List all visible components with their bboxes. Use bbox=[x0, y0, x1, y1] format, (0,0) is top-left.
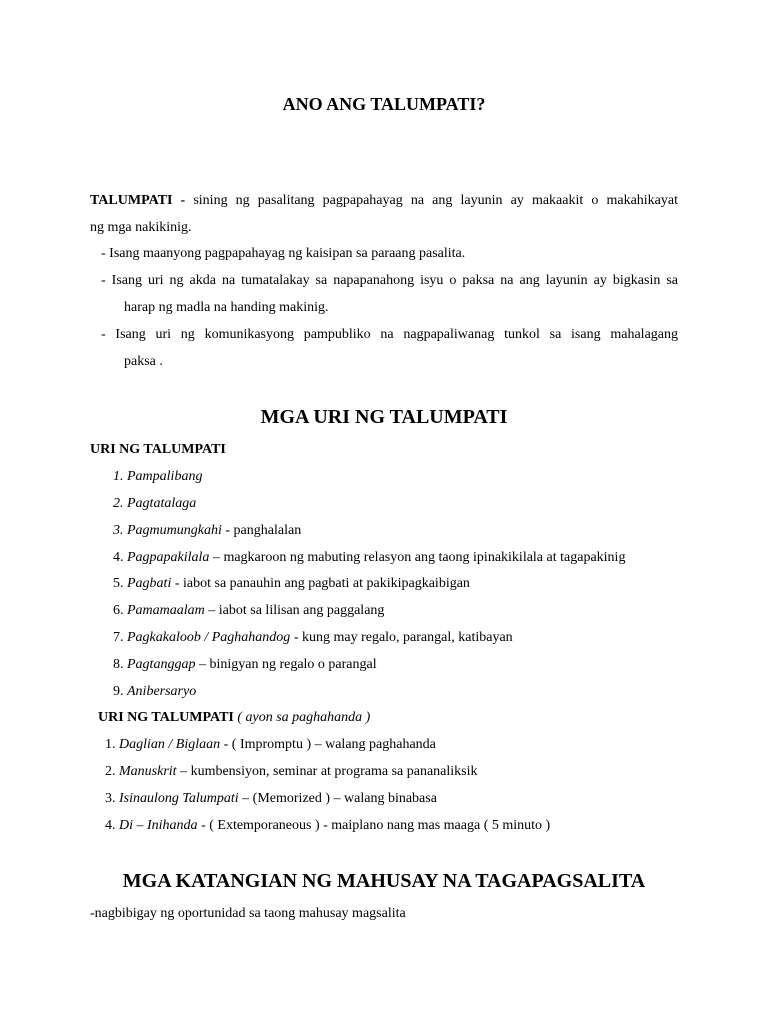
list-item: 7. Pagkakaloob / Paghahandog - kung may regalo, parangal, katibayan bbox=[113, 630, 513, 645]
bullet-2: - Isang uri ng akda na tumatalakay sa napapanahong isyu o paksa na ang layunin ay bigkasin sa bbox=[101, 273, 678, 288]
bullet-2-cont: harap ng madla na handing makinig. bbox=[124, 300, 329, 315]
definition-text: sining ng pasalitang pagpapahayag na ang layunin ay makaakit o makahikayat bbox=[193, 193, 679, 208]
list-item: 9. Anibersaryo bbox=[113, 684, 197, 699]
subheading-uri: URI NG TALUMPATI bbox=[90, 442, 226, 457]
katangian-line-1: -nagbibigay ng oportunidad sa taong mahusay magsalita bbox=[90, 906, 406, 921]
bullet-3: - Isang uri ng komunikasyong pampubliko na nagpapaliwanag tunkol sa isang mahalagang bbox=[101, 327, 678, 342]
list-item: 3. Pagmumungkahi - panghalalan bbox=[113, 523, 302, 538]
list-item: 8. Pagtanggap – binigyan ng regalo o parangal bbox=[113, 657, 377, 672]
bullet-3-cont: paksa . bbox=[124, 354, 163, 369]
list-item: 6. Pamamaalam – iabot sa lilisan ang paggalang bbox=[113, 603, 385, 618]
page-title: ANO ANG TALUMPATI? bbox=[282, 94, 486, 114]
list-item: 3. Isinaulong Talumpati – (Memorized ) – walang binabasa bbox=[105, 791, 437, 806]
section-heading-uri: MGA URI NG TALUMPATI bbox=[260, 406, 508, 428]
subheading-paghahanda: URI NG TALUMPATI ( ayon sa paghahanda ) bbox=[98, 710, 371, 725]
list-item: 1. Pampalibang bbox=[113, 469, 203, 484]
definition-line-2: ng mga nakikinig. bbox=[90, 220, 192, 235]
list-item: 4. Pagpapakilala – magkaroon ng mabuting relasyon ang taong ipinakikilala at tagapakinig bbox=[113, 550, 626, 565]
list-item: 4. Di – Inihanda - ( Extemporaneous ) - maiplano nang mas maaga ( 5 minuto ) bbox=[105, 818, 551, 833]
bullet-1: - Isang maanyong pagpapahayag ng kaisipan sa paraang pasalita. bbox=[101, 246, 466, 261]
definition-term: TALUMPATI - bbox=[90, 193, 186, 208]
list-item: 2. Pagtatalaga bbox=[113, 496, 197, 511]
list-item: 2. Manuskrit – kumbensiyon, seminar at programa sa pananaliksik bbox=[105, 764, 478, 779]
list-item: 5. Pagbati - iabot sa panauhin ang pagbati at pakikipagkaibigan bbox=[113, 576, 470, 591]
definition-line-1 bbox=[90, 192, 678, 210]
section-heading-katangian: MGA KATANGIAN NG MAHUSAY NA TAGAPAGSALITA bbox=[122, 870, 646, 892]
list-item: 1. Daglian / Biglaan - ( Impromptu ) – walang paghahanda bbox=[105, 737, 436, 752]
